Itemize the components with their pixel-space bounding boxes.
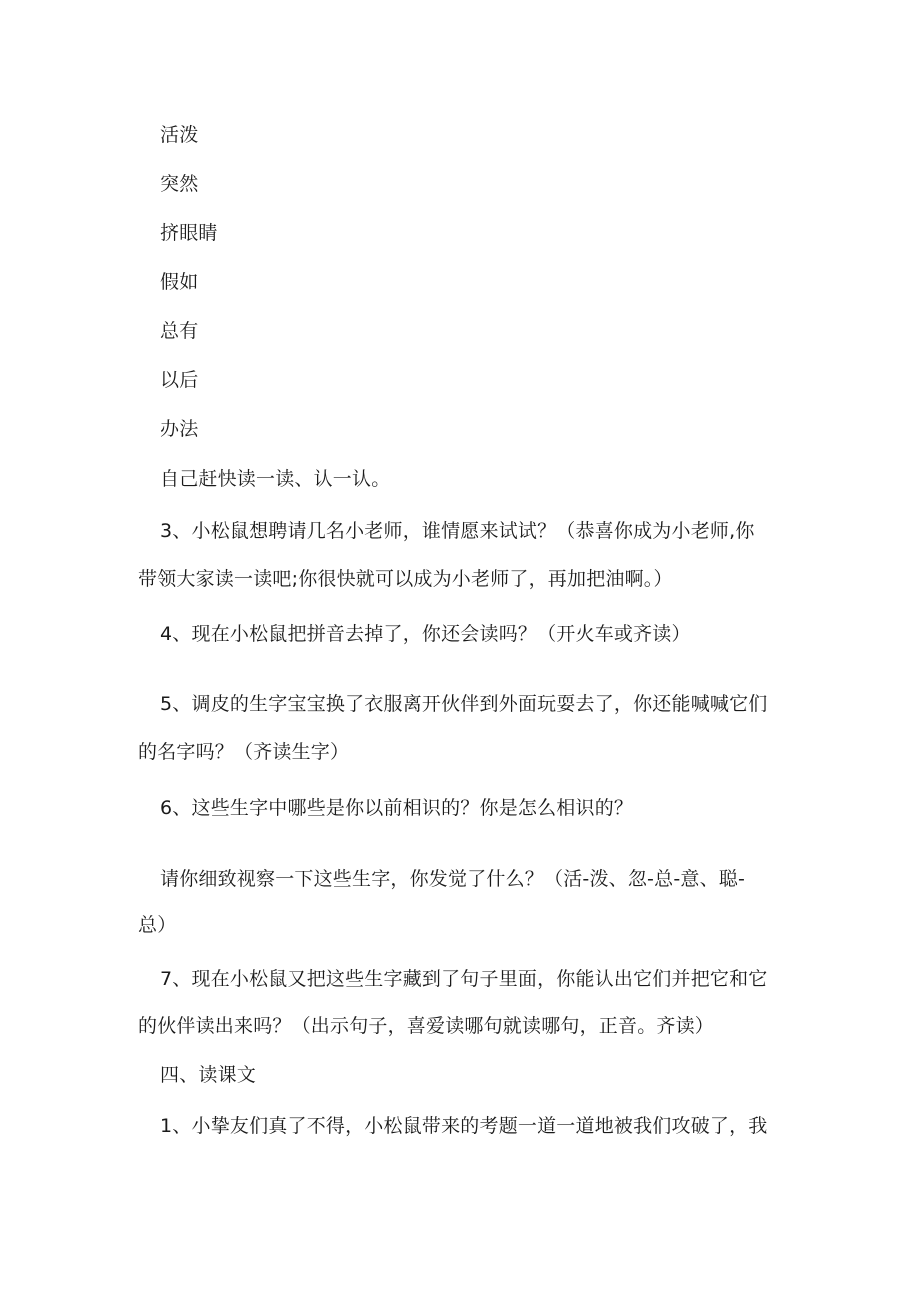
paragraph-line: 请你细致视察一下这些生字，你发觉了什么？（活-泼、忽-总-意、聪- (160, 868, 746, 890)
vocab-word: 活泼 (160, 124, 199, 146)
vocab-word: 以后 (160, 369, 199, 391)
vocab-word: 总有 (160, 320, 199, 342)
paragraph-line: 自己赶快读一读、认一认。 (160, 468, 391, 490)
paragraph-line: 1、小挚友们真了不得，小松鼠带来的考题一道一道地被我们攻破了，我 (160, 1115, 768, 1137)
paragraph-line: 的名字吗？（齐读生字） (138, 741, 350, 763)
paragraph-line: 6、这些生字中哪些是你以前相识的？你是怎么相识的？ (160, 797, 634, 819)
section-heading: 四、读课文 (160, 1064, 257, 1086)
paragraph-line: 3、小松鼠想聘请几名小老师，谁情愿来试试？（恭喜你成为小老师,你 (160, 520, 755, 542)
paragraph-line: 的伙伴读出来吗？（出示句子，喜爱读哪句就读哪句，正音。齐读） (138, 1015, 715, 1037)
vocab-word: 挤眼睛 (160, 222, 218, 244)
paragraph-line: 总） (138, 914, 177, 936)
paragraph-line: 5、调皮的生字宝宝换了衣服离开伙伴到外面玩耍去了，你还能喊喊它们 (160, 693, 768, 715)
vocab-word: 办法 (160, 418, 199, 440)
vocab-word: 假如 (160, 271, 199, 293)
vocab-word: 突然 (160, 173, 199, 195)
paragraph-line: 4、现在小松鼠把拼音去掉了，你还会读吗？（开火车或齐读） (160, 623, 691, 645)
paragraph-line: 带领大家读一读吧;你很快就可以成为小老师了，再加把油啊。） (138, 568, 673, 590)
paragraph-line: 7、现在小松鼠又把这些生字藏到了句子里面，你能认出它们并把它和它 (160, 968, 768, 990)
